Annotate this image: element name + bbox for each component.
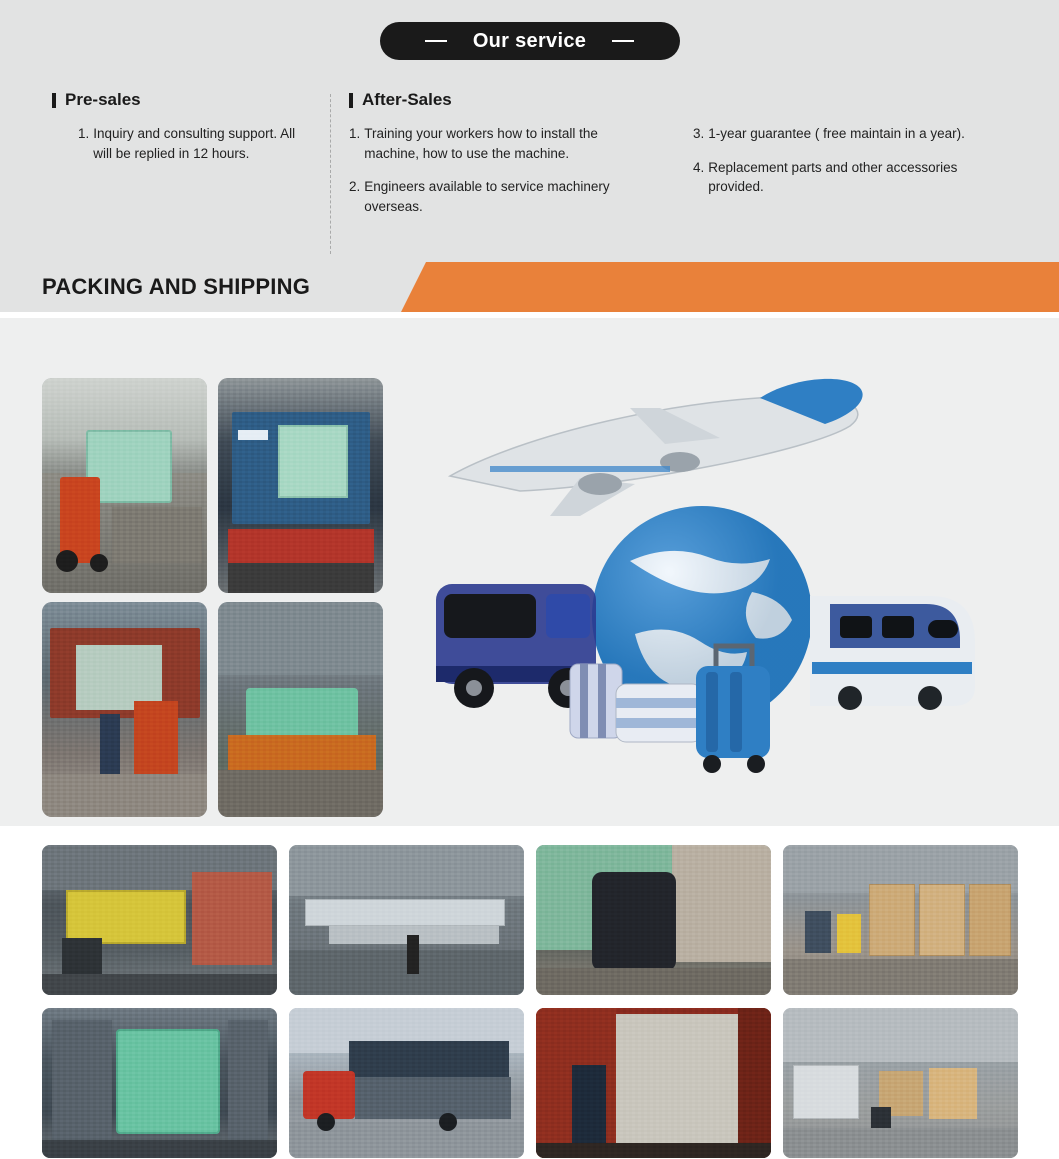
after-sales-column <box>349 90 1013 254</box>
photo-content <box>536 845 771 995</box>
photo-content <box>42 845 277 995</box>
item-number: 3. <box>693 126 705 141</box>
photo-forklift-loading-yellow-machine-into-truck <box>42 845 277 995</box>
photo-container-with-green-wrapped-machine <box>42 1008 277 1158</box>
service-title-pill <box>380 22 680 60</box>
list-item <box>349 124 649 163</box>
showcase-inner <box>0 340 988 826</box>
photo-content <box>289 1008 524 1158</box>
item-text: Inquiry and consulting support. All will be replied in 12 hours. <box>93 126 296 161</box>
service-title-wrap <box>0 22 1059 60</box>
item-text: Replacement parts and other accessories provided. <box>708 159 958 195</box>
photo-worker-securing-packed-machine <box>536 845 771 995</box>
photo-content <box>218 602 383 817</box>
photo-red-truck-at-factory-yard <box>289 1008 524 1158</box>
our-service-section <box>0 0 1059 262</box>
after-sales-right-list <box>693 124 1013 230</box>
logistics-svg <box>430 366 975 826</box>
photo-content <box>42 378 207 593</box>
list-item <box>349 177 649 216</box>
after-sales-grid <box>349 124 1013 230</box>
photo-container-interior-loaded-machine <box>218 378 383 593</box>
photo-content <box>218 378 383 593</box>
pre-sales-heading-text: Pre-sales <box>65 90 141 109</box>
after-sales-left-list <box>349 124 669 230</box>
packing-photo-gallery <box>42 845 1017 1158</box>
after-sales-heading-text: After-Sales <box>362 90 452 109</box>
airplane-icon <box>450 379 863 516</box>
shipping-showcase <box>0 318 1059 826</box>
photo-warehouse-truck-loading-long-equipment <box>289 845 524 995</box>
photo-crane-lifting-wrapped-machine <box>218 602 383 817</box>
photo-content <box>783 845 1018 995</box>
dash-left-icon <box>425 40 447 42</box>
photo-content <box>783 1008 1018 1158</box>
photo-warehouse-forklift-with-wooden-crate <box>783 1008 1018 1158</box>
photo-content <box>42 1008 277 1158</box>
photo-content <box>536 1008 771 1158</box>
packing-shipping-banner <box>0 262 1059 318</box>
item-number: 2. <box>349 179 361 195</box>
global-logistics-illustration <box>430 366 975 826</box>
photo-workers-with-wooden-crates <box>783 845 1018 995</box>
list-item <box>693 124 993 144</box>
pre-sales-column <box>52 90 330 254</box>
service-title-text: Our service <box>472 29 587 52</box>
dash-right-icon <box>612 40 634 42</box>
heading-bar-icon <box>52 93 56 108</box>
item-text: 1-year guarantee ( free maintain in a year). <box>708 126 965 141</box>
item-text: Training your workers how to install the machine, how to use the machine. <box>364 126 598 161</box>
photo-forklift-loading-green-wrapped-machine <box>42 378 207 593</box>
list-item <box>78 124 316 163</box>
photo-worker-inside-container-with-wrapped-goods <box>536 1008 771 1158</box>
pre-sales-heading <box>52 90 316 110</box>
item-text: Engineers available to service machinery overseas. <box>364 179 610 214</box>
item-number: 4. <box>693 159 705 175</box>
after-sales-heading <box>349 90 1013 110</box>
photo-truck-container-loading-factory <box>42 602 207 817</box>
pre-sales-list <box>52 124 316 163</box>
list-item <box>693 158 993 197</box>
item-number: 1. <box>78 126 90 141</box>
heading-bar-icon <box>349 93 353 108</box>
photo-content <box>42 602 207 817</box>
page-title: PACKING AND SHIPPING <box>42 274 311 299</box>
service-columns <box>0 90 1059 254</box>
vertical-divider <box>330 94 331 254</box>
photo-content <box>289 845 524 995</box>
train-icon <box>810 596 975 710</box>
item-number: 1. <box>349 126 361 141</box>
